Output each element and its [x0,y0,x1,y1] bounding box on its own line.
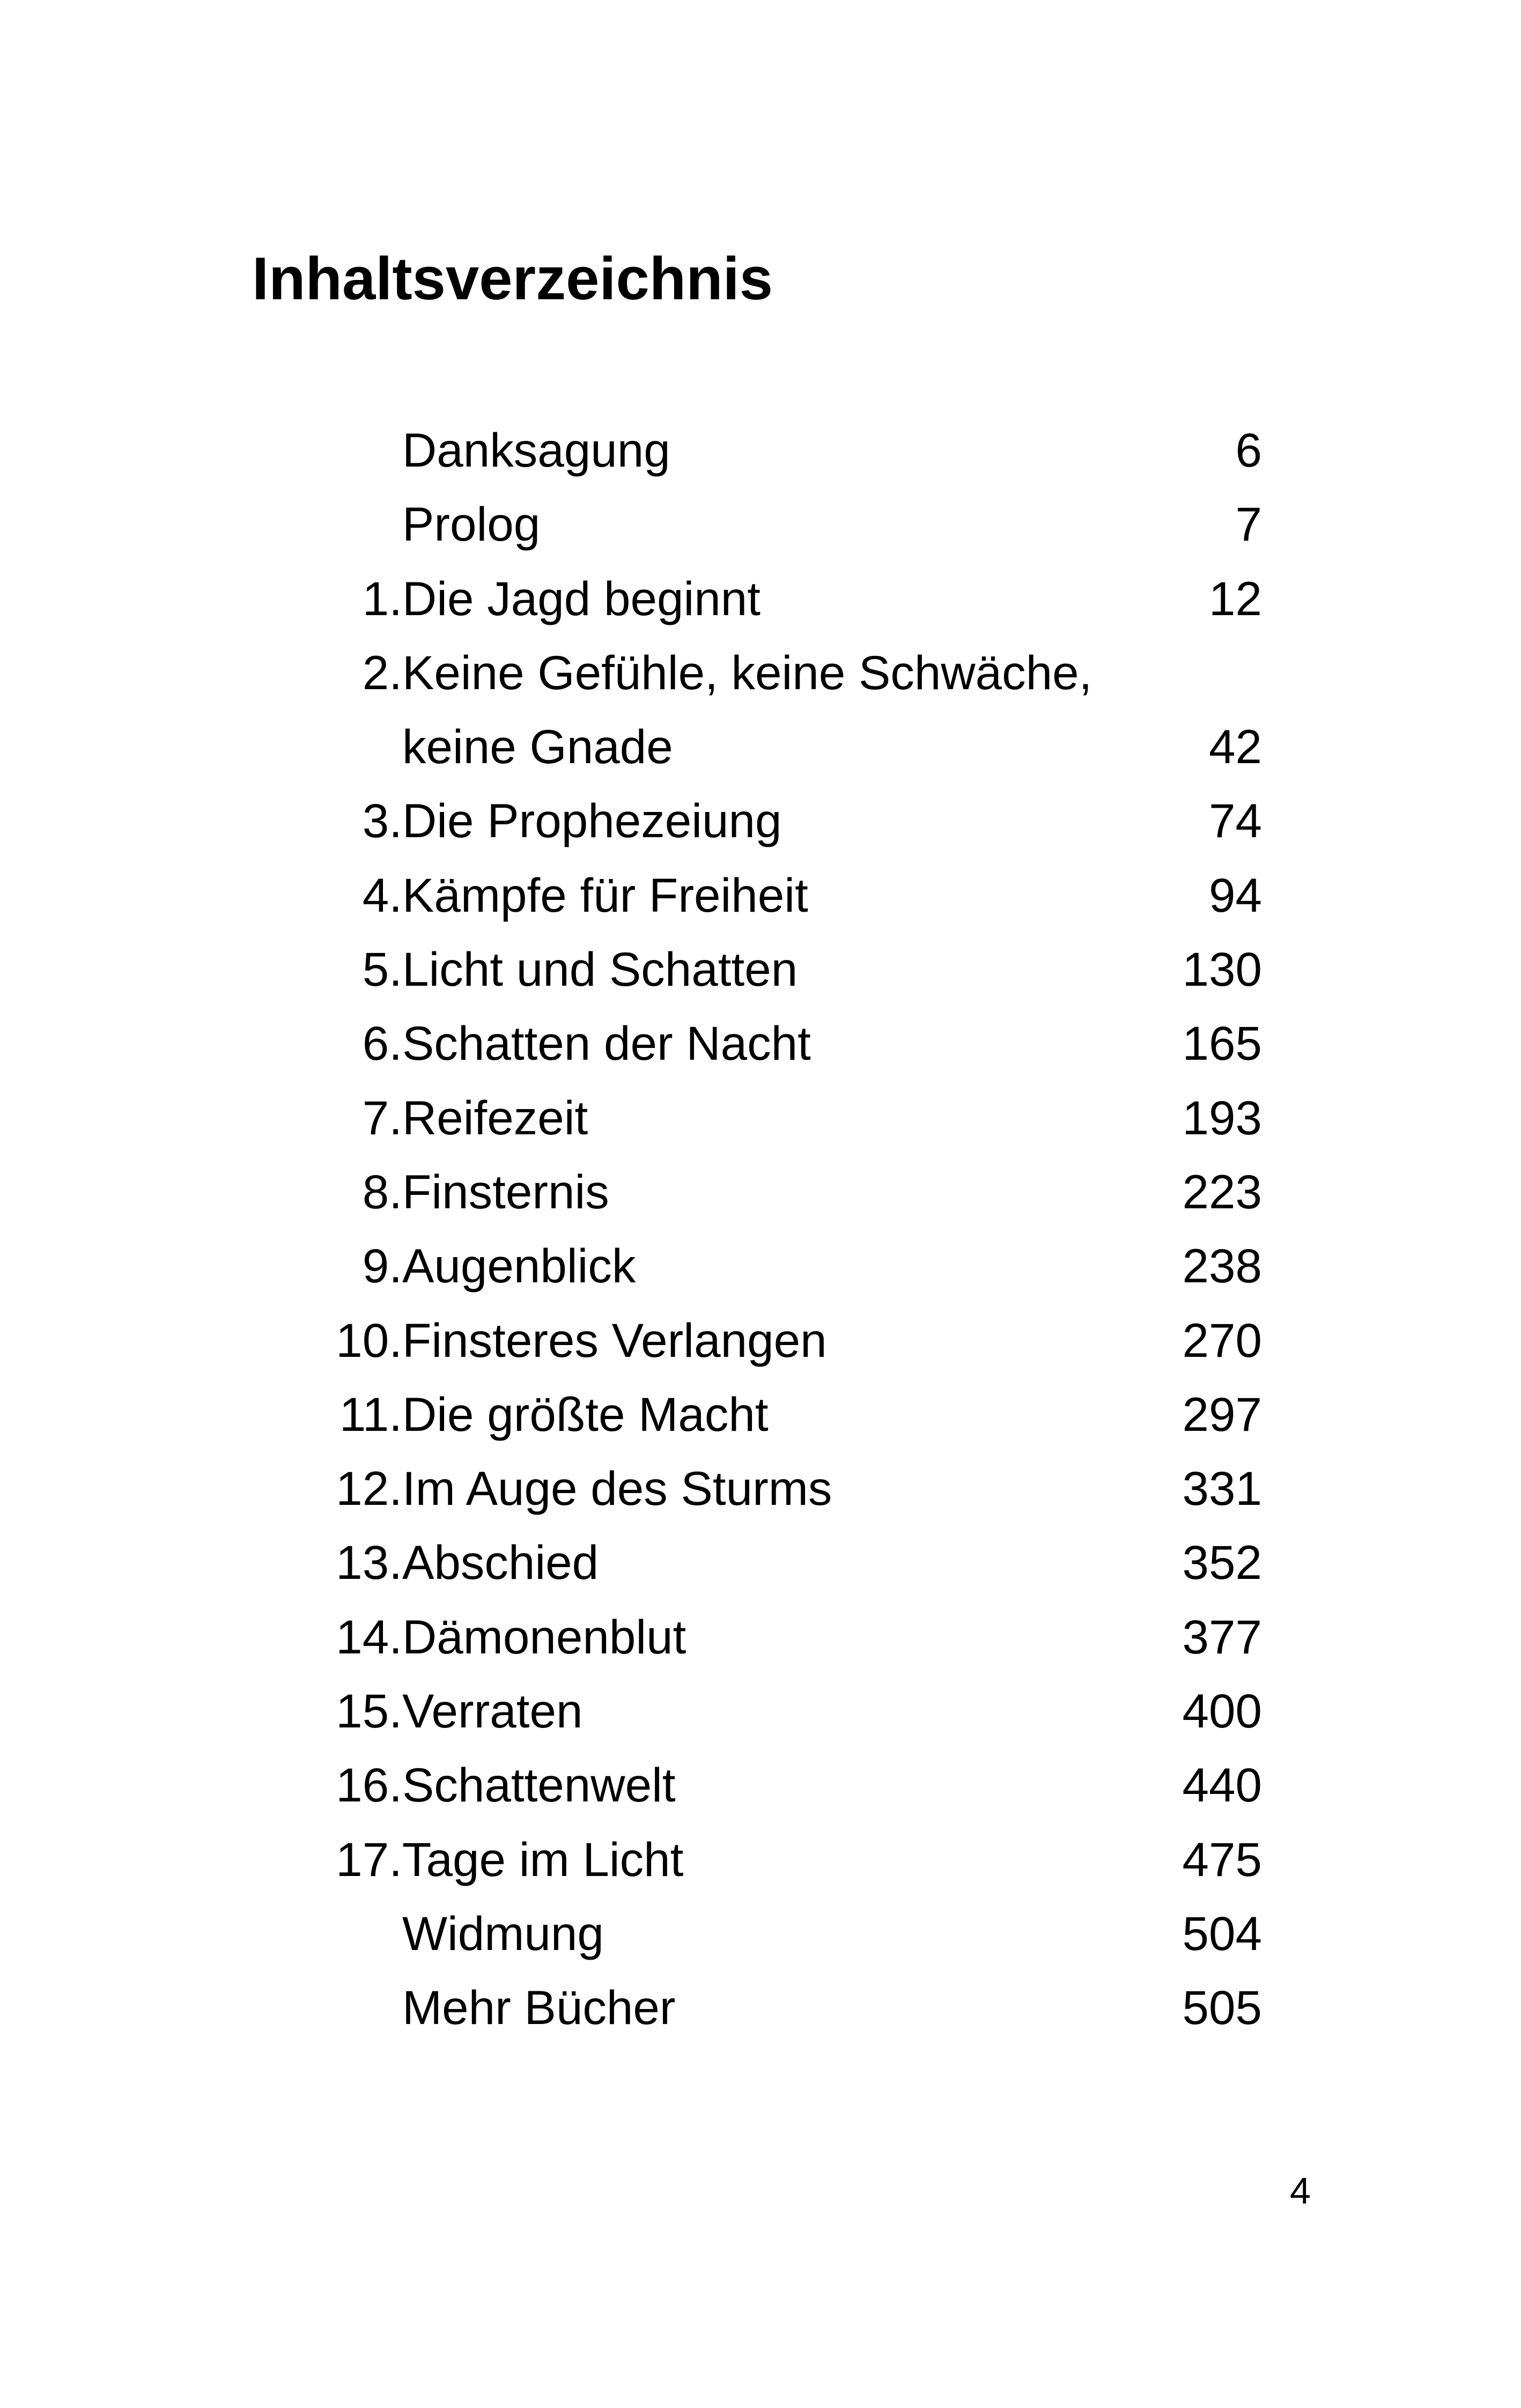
toc-entry-title: Finsternis [402,1164,609,1218]
toc-entry-page: 94 [1209,868,1262,922]
toc-entry-title: Dämonenblut [402,1609,686,1664]
toc-entry-title: Abschied [402,1535,599,1590]
toc-entry-page: 331 [1182,1461,1262,1516]
toc-entry-title: Keine Gefühle, keine Schwäche, [402,645,1092,699]
toc-entry-page: 130 [1182,942,1262,996]
toc-entry-title: Augenblick [402,1239,636,1293]
toc-entry-number: 15. [336,1684,402,1738]
toc-entry-title: Die Prophezeiung [402,794,782,848]
toc-entry-number: 9. [362,1239,402,1293]
toc-entry-chapter-15[interactable] [290,1674,1282,1748]
toc-entry-title: Kämpfe für Freiheit [402,868,808,922]
toc-entry-title: Widmung [402,1906,604,1960]
toc-entry-number: 16. [336,1758,402,1812]
toc-entry-chapter-5[interactable] [290,932,1282,1006]
toc-entry-title: keine Gnade [402,720,673,774]
toc-entry-page: 74 [1209,794,1262,848]
toc-entry-title: Danksagung [402,423,670,477]
toc-entry-number: 1. [362,571,402,625]
toc-entry-title: Im Auge des Sturms [402,1461,832,1516]
toc-entry-page: 193 [1182,1090,1262,1144]
page-title: Inhaltsverzeichnis [252,245,773,312]
toc-entry-page: 223 [1182,1164,1262,1218]
toc-entry-chapter-2-continued[interactable] [290,710,1282,784]
toc-entry-number: 6. [362,1016,402,1070]
page-number: 4 [1290,2170,1311,2212]
toc-entry-page: 238 [1182,1239,1262,1293]
toc-entry-chapter-10[interactable] [290,1303,1282,1377]
toc-entry-chapter-4[interactable] [290,858,1282,932]
toc-entry-number: 5. [362,942,402,996]
toc-entry-page: 12 [1209,571,1262,625]
toc-entry-page: 504 [1182,1906,1262,1960]
toc-entry-number: 12. [336,1461,402,1516]
toc-entry-title: Schatten der Nacht [402,1016,811,1070]
toc-entry-chapter-6[interactable] [290,1006,1282,1080]
toc-entry-number: 11. [339,1387,402,1441]
toc-entry-page: 7 [1235,497,1262,551]
toc-entry-title: Schattenwelt [402,1758,676,1812]
toc-entry-page: 400 [1182,1684,1262,1738]
toc-entry-page: 297 [1182,1387,1262,1441]
toc-entry-number: 2. [362,645,402,699]
table-of-contents [290,413,1282,2045]
toc-entry-danksagung[interactable] [290,413,1282,487]
toc-entry-chapter-7[interactable] [290,1081,1282,1155]
toc-entry-chapter-17[interactable] [290,1822,1282,1896]
toc-entry-title: Mehr Bücher [402,1981,676,2035]
toc-entry-title: Tage im Licht [402,1832,684,1886]
toc-entry-page: 6 [1235,423,1262,477]
toc-entry-page: 505 [1182,1981,1262,2035]
toc-entry-number: 10. [336,1313,402,1367]
toc-entry-title: Licht und Schatten [402,942,798,996]
toc-entry-page: 270 [1182,1313,1262,1367]
toc-entry-title: Finsteres Verlangen [402,1313,827,1367]
toc-entry-page: 42 [1209,720,1262,774]
toc-entry-page: 475 [1182,1832,1262,1886]
toc-entry-chapter-16[interactable] [290,1748,1282,1822]
toc-entry-chapter-13[interactable] [290,1525,1282,1599]
toc-entry-chapter-14[interactable] [290,1600,1282,1674]
toc-entry-number: 3. [362,794,402,848]
toc-entry-number: 14. [336,1609,402,1664]
toc-entry-title: Prolog [402,497,541,551]
toc-entry-page: 165 [1182,1016,1262,1070]
toc-entry-number: 8. [362,1164,402,1218]
toc-entry-chapter-11[interactable] [290,1377,1282,1451]
toc-entry-title: Verraten [402,1684,583,1738]
toc-entry-chapter-1[interactable] [290,562,1282,636]
toc-entry-mehr-buecher[interactable] [290,1970,1282,2044]
toc-entry-page: 377 [1182,1609,1262,1664]
toc-entry-chapter-3[interactable] [290,784,1282,858]
toc-entry-title: Reifezeit [402,1090,588,1144]
toc-entry-title: Die Jagd beginnt [402,571,760,625]
toc-entry-chapter-9[interactable] [290,1229,1282,1303]
toc-entry-title: Die größte Macht [402,1387,769,1441]
toc-entry-number: 7. [362,1090,402,1144]
toc-entry-widmung[interactable] [290,1896,1282,1970]
toc-entry-number: 4. [362,868,402,922]
toc-entry-number: 17. [336,1832,402,1886]
toc-entry-chapter-12[interactable] [290,1451,1282,1525]
toc-entry-number: 13. [336,1535,402,1590]
toc-entry-prolog[interactable] [290,487,1282,561]
toc-entry-page: 352 [1182,1535,1262,1590]
toc-entry-chapter-8[interactable] [290,1155,1282,1229]
toc-entry-page: 440 [1182,1758,1262,1812]
toc-entry-chapter-2[interactable] [290,636,1282,710]
